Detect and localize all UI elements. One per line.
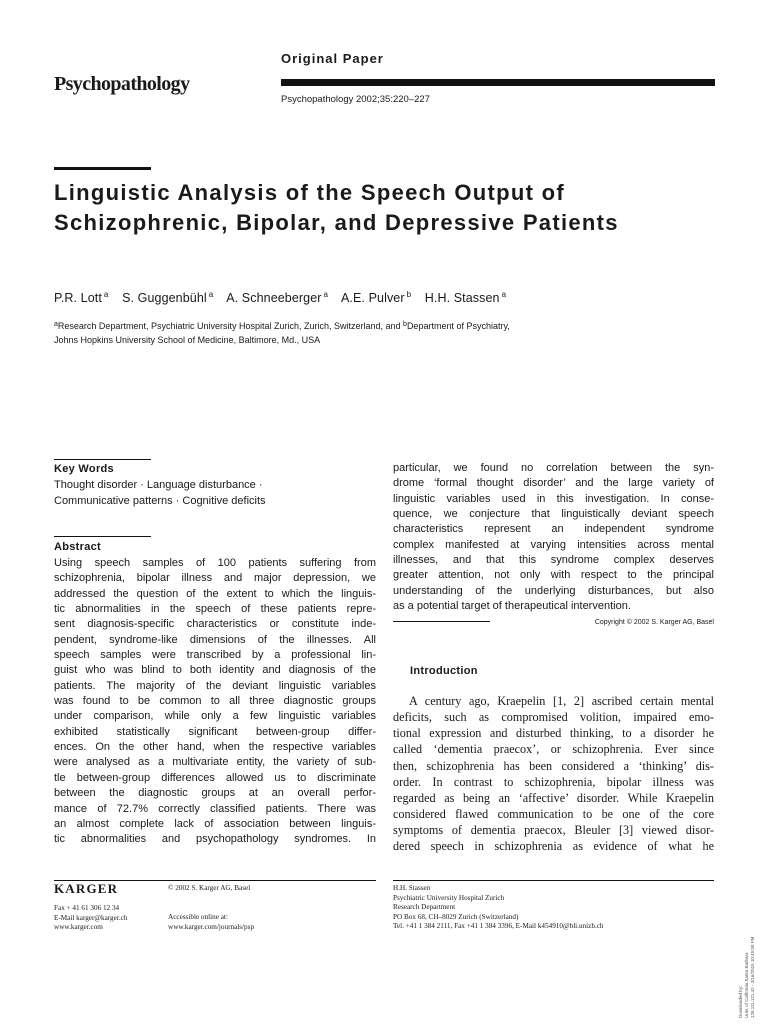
introduction-line: dered speech in schizophrenia as evidence of what he bbox=[393, 839, 714, 854]
abstract-line: pendent, syndrome-like dimensions of the illnesses. All bbox=[54, 633, 376, 646]
author-name: H.H. Stassen bbox=[424, 291, 500, 305]
abstract-line: under comparison, while only a few linguistic variables bbox=[54, 710, 376, 723]
affiliation-line: Johns Hopkins University School of Medicine, Baltimore, Md., USA bbox=[54, 334, 321, 345]
author bbox=[54, 291, 108, 305]
abstract-line: ences. On the other hand, when the respective variables bbox=[54, 741, 376, 754]
author bbox=[226, 291, 328, 305]
abstract-line: drome ‘formal thought disorder’ and the large variety of bbox=[393, 477, 714, 490]
download-note-line: Downloaded by: bbox=[738, 985, 743, 1018]
affiliations bbox=[54, 318, 654, 347]
author bbox=[341, 291, 411, 305]
correspondence-address bbox=[393, 884, 604, 932]
keywords-heading: Key Words bbox=[54, 463, 114, 475]
author bbox=[425, 291, 506, 305]
online-access bbox=[168, 913, 254, 932]
author-affiliation-mark: a bbox=[501, 290, 507, 299]
abstract-line: were analysed as a multivariate entity, the variety of sub- bbox=[54, 756, 376, 769]
keywords-rule bbox=[54, 459, 151, 460]
affiliation-line bbox=[54, 318, 654, 334]
download-watermark bbox=[738, 937, 756, 1018]
author-name: A. Schneeberger bbox=[226, 291, 322, 305]
abstract-line: understanding of the underlying disturbances, but also bbox=[393, 584, 714, 597]
introduction-line: called ‘dementia praecox’, or schizophrenia. Ever since bbox=[393, 742, 714, 757]
abstract-line: as a potential target of therapeutical intervention. bbox=[393, 600, 631, 613]
correspondence-line: H.H. Stassen bbox=[393, 884, 431, 892]
author-name: A.E. Pulver bbox=[340, 291, 405, 305]
correspondence-line: Psychiatric University Hospital Zurich bbox=[393, 893, 505, 902]
article-type-label: Original Paper bbox=[281, 51, 384, 66]
abstract-text bbox=[54, 556, 376, 848]
online-access-label: Accessible online at: bbox=[168, 913, 228, 921]
abstract-line: tic abnormalities in the speech of these patients repre- bbox=[54, 603, 376, 616]
publisher-fax: Fax + 41 61 306 12 34 bbox=[54, 904, 120, 912]
publisher-logo: KARGER bbox=[54, 881, 119, 896]
journal-website-link[interactable]: www.karger.com/journals/psp bbox=[168, 922, 255, 931]
paper-title: Linguistic Analysis of the Speech Output of Schizophrenic, Bipolar, and Depressive Patients bbox=[54, 180, 619, 235]
abstract-line: sent diagnosis-specific characteristics or constitute inde- bbox=[54, 618, 376, 631]
keywords-line: Communicative patterns · Cognitive deficits bbox=[54, 494, 266, 507]
publisher-email-link[interactable]: E-Mail karger@karger.ch bbox=[54, 913, 128, 922]
author-affiliation-mark: a bbox=[208, 290, 214, 299]
affiliation-text: Department of Psychiatry, bbox=[406, 321, 510, 331]
introduction-line: then, schizophrenia has been considered a ‘thinking’ dis- bbox=[393, 758, 714, 773]
introduction-line: symptoms of dementia praecox, Bleuler [3] viewed disor- bbox=[393, 823, 714, 838]
copyright-notice: Copyright © 2002 S. Karger AG, Basel bbox=[594, 619, 714, 626]
publisher-contact bbox=[54, 904, 127, 933]
abstract-continuation bbox=[393, 461, 714, 614]
author-name: P.R. Lott bbox=[54, 291, 102, 305]
abstract-line: between the diagnostic groups at an overall perfor- bbox=[54, 787, 376, 800]
author-affiliation-mark: a bbox=[323, 290, 329, 299]
correspondence-line: PO Box 68, CH–8029 Zurich (Switzerland) bbox=[393, 912, 519, 921]
author bbox=[122, 291, 213, 305]
abstract-line: tic abnormalities and psychopathology syndromes. In bbox=[54, 833, 376, 846]
abstract-line: schizophrenia, bipolar illness and major depression, we bbox=[54, 572, 376, 585]
introduction-line: A century ago, Kraepelin [1, 2] ascribed certain mental bbox=[409, 694, 714, 708]
introduction-line: tional expression and disturbed thinking, to a disorder he bbox=[393, 726, 714, 741]
author-list bbox=[54, 290, 516, 305]
publisher-copyright: © 2002 S. Karger AG, Basel bbox=[168, 884, 251, 892]
header-rule bbox=[281, 79, 715, 86]
abstract-line: Using speech samples of 100 patients suffering from bbox=[54, 557, 376, 569]
introduction-line: order. In contrast to schizophrenia, bipolar illness was bbox=[393, 774, 714, 789]
introduction-line: considered flawed communication to be one of the core bbox=[393, 807, 714, 822]
abstract-line: an almost complete lack of association between linguis- bbox=[54, 817, 376, 830]
abstract-line: exhibited statistically significant between-group differ- bbox=[54, 725, 376, 738]
affiliation-mark: b bbox=[403, 321, 407, 328]
abstract-line: speech samples were transcribed by a professional lin- bbox=[54, 649, 376, 662]
abstract-line: tle between-group differences allowed us to discriminate bbox=[54, 771, 376, 784]
abstract-line: was found to be common to all three diagnostic groups bbox=[54, 695, 376, 708]
affiliation-text: Research Department, Psychiatric University Hospital Zurich, Zurich, Switzerland, and bbox=[57, 321, 404, 331]
abstract-heading: Abstract bbox=[54, 541, 102, 553]
abstract-line: patients. The majority of the deviant linguistic variables bbox=[54, 679, 376, 692]
introduction-line: regarded as being an ‘affective’ disorder. While Kraepelin bbox=[393, 790, 714, 805]
abstract-rule bbox=[54, 536, 151, 537]
affiliation-mark: a bbox=[54, 321, 58, 328]
footer-rule bbox=[393, 880, 714, 881]
author-affiliation-mark: b bbox=[406, 290, 412, 299]
correspondence-line: Research Department bbox=[393, 903, 456, 911]
journal-logo: Psychopathology bbox=[54, 73, 190, 95]
introduction-text bbox=[393, 693, 714, 855]
author-name: S. Guggenbühl bbox=[122, 291, 207, 305]
keywords-text bbox=[54, 478, 354, 509]
author-affiliation-mark: a bbox=[103, 290, 109, 299]
abstract-line: particular, we found no correlation between the syn- bbox=[393, 462, 714, 474]
introduction-heading: Introduction bbox=[410, 665, 478, 677]
abstract-line: linguistic variables used in this investigation. In conse- bbox=[393, 492, 714, 505]
abstract-line: addressed the question of the extent to which the linguis- bbox=[54, 587, 376, 600]
title-rule bbox=[54, 167, 151, 170]
journal-citation: Psychopathology 2002;35:220–227 bbox=[281, 94, 430, 105]
abstract-line: characteristics represent an independent syndrome bbox=[393, 523, 714, 536]
introduction-line: deficits, such as compromised volition, impaired emo- bbox=[393, 710, 714, 725]
abstract-line: mance of 72.7% correctly classified patients. There was bbox=[54, 802, 376, 815]
abstract-line: guist who was blind to both identity and diagnosis of the bbox=[54, 664, 376, 677]
download-note-line: 128.111.121.42 - 3/16/2015 10:45:00 PM bbox=[750, 936, 755, 1018]
abstract-line: greater attention, not only with respect to the principal bbox=[393, 569, 714, 582]
publisher-website-link[interactable]: www.karger.com bbox=[54, 923, 103, 931]
keywords-line: Thought disorder · Language disturbance · bbox=[54, 479, 263, 491]
abstract-line: complex manifested at varying intensities across mental bbox=[393, 538, 714, 551]
abstract-line: illnesses, and that this syndrome complex deserves bbox=[393, 554, 714, 567]
correspondence-line: Tel. +41 1 384 2111, Fax +41 1 384 3396, E-Mail k454910@bli.unizh.ch bbox=[393, 922, 604, 930]
abstract-line: quence, we conjecture that linguistically deviant speech bbox=[393, 508, 714, 521]
download-note-line: Univ. of California Santa Barbara bbox=[744, 952, 749, 1018]
